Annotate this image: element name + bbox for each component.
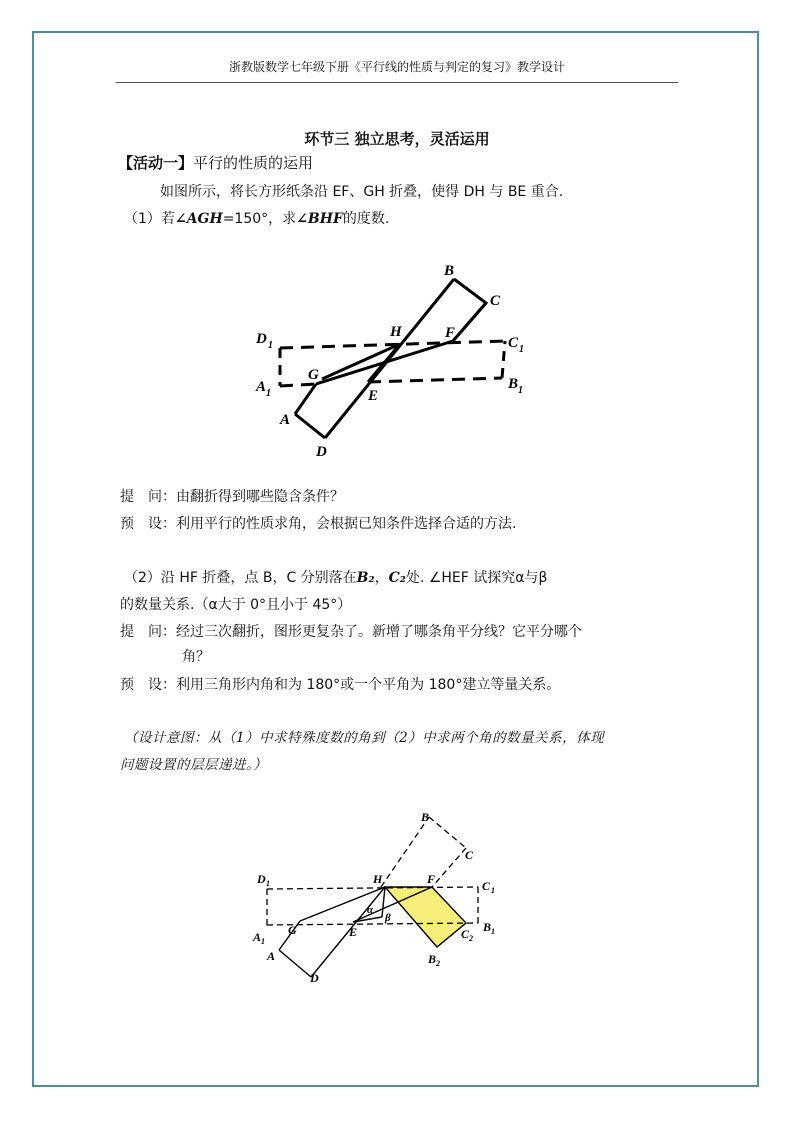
label-f: F [427,872,436,886]
label-a: A [280,412,291,428]
strip-edge-cf [453,303,486,341]
section-title: 环节三 独立思考，灵活运用 [304,130,490,148]
label-d1-sub: 1 [268,340,273,351]
activity-bracket: 【活动一】 [118,154,194,172]
label-e: E [368,388,379,404]
figure-2-fold-diagram [245,805,515,990]
label-e: E [349,925,358,939]
preset-1-text: 利用平行的性质求角，会根据已知条件选择合适的方法. [176,516,517,532]
label-c2-sub: 2 [469,934,473,943]
label-b1: B [483,920,492,934]
question-2-line-1 [124,568,547,588]
preset-1 [120,514,516,534]
activity-title: 平行的性质的运用 [193,154,314,172]
label-c1: C [508,335,519,351]
ask-2-continuation: 角？ [182,649,210,665]
label-d: D [316,444,327,460]
activity-heading [118,153,313,173]
label-b2-sub: 2 [436,959,440,968]
label-c2: C [461,927,470,941]
label-a: A [267,949,276,963]
label-c: C [490,293,501,309]
label-beta: β [385,912,391,924]
label-b2: B [428,952,437,966]
strip-edge-ga [295,384,316,414]
folded-region-shaded [385,887,466,947]
label-b1-sub: 1 [491,927,495,936]
dashed-edge-cf [432,848,466,887]
ask-1-text: 由翻折得到哪些隐含条件？ [176,489,344,505]
label-c: C [465,848,474,862]
ask-2-label: 提 问： [120,624,176,640]
design-intent-line-1: （设计意图：从（1）中求特殊度数的角到（2）中求两个角的数量关系，体现 [124,730,605,746]
q1-prefix: （1）若 [124,211,175,227]
label-a1: A [256,379,267,395]
preset-2-text: 利用三角形内角和为 180°或一个平角为 180°建立等量关系。 [176,677,561,693]
question-2-line-2: 的数量关系.（α大于 0°且小于 45°） [120,597,352,613]
label-a1-sub: 1 [266,388,271,399]
label-b1-sub: 1 [518,385,523,396]
dashed-edge-bc [429,817,466,848]
label-c1-sub: 1 [491,886,495,895]
dashed-edge-hb [381,817,429,887]
label-d1: D [257,872,266,886]
label-b: B [421,810,430,824]
label-g: G [308,367,319,383]
ask-2 [120,622,582,642]
ask-2-text: 经过三次翻折，图形更复杂了。新增了哪条角平分线？它平分哪个 [176,624,582,640]
strip-edge-hd [311,887,385,977]
ask-1-label: 提 问： [120,489,176,505]
design-intent-line-2: 问题设置的层层递进。） [120,757,268,773]
label-g: G [288,923,297,937]
figure-1-fold-diagram [240,255,540,465]
dashed-edge-d1c1 [267,887,478,889]
label-alpha: α [367,904,374,916]
q1-angle-bhf: ∠BHF [296,211,343,227]
intro-text: 如图所示，将长方形纸条沿 EF、GH 折叠，使得 DH 与 BE 重合. [160,184,564,200]
label-f: F [445,325,456,341]
label-d1: D [256,331,267,347]
page-header: 浙教版数学七年级下册《平行线的性质与判定的复习》教学设计 [228,60,565,74]
q1-value: =150°，求 [222,211,297,227]
label-h: H [390,324,402,340]
q2-comma: ， [374,570,389,586]
q1-angle-agh: ∠AGH [174,211,223,227]
dashed-edge-a1g [280,384,316,386]
q2-point-c2: C₂ [388,570,406,586]
label-d: D [310,971,319,985]
dashed-edge-b1c1 [502,341,505,378]
label-c1-sub: 1 [519,344,524,355]
question-1 [124,209,389,229]
ask-1 [120,487,344,507]
strip-edge-ad [279,950,311,977]
q1-suffix: 的度数. [342,211,390,227]
label-a1-sub: 1 [261,937,265,946]
label-d1-sub: 1 [266,879,270,888]
q2-point-b2: B₂ [356,570,375,586]
preset-2 [120,675,560,695]
preset-2-label: 预 设： [120,677,176,693]
strip-edge-ad [295,414,325,438]
label-c1: C [482,879,491,893]
label-b: B [444,263,455,279]
q2-text-a: （2）沿 HF 折叠，点 B，C 分别落在 [124,570,357,586]
preset-1-label: 预 设： [120,516,176,532]
label-b1: B [508,376,519,392]
label-a1: A [253,930,262,944]
label-h: H [373,872,383,886]
q2-text-b: 处. ∠HEF 试探究α与β [405,570,548,586]
dashed-edge-eb1 [368,378,502,382]
header-rule [116,82,678,83]
